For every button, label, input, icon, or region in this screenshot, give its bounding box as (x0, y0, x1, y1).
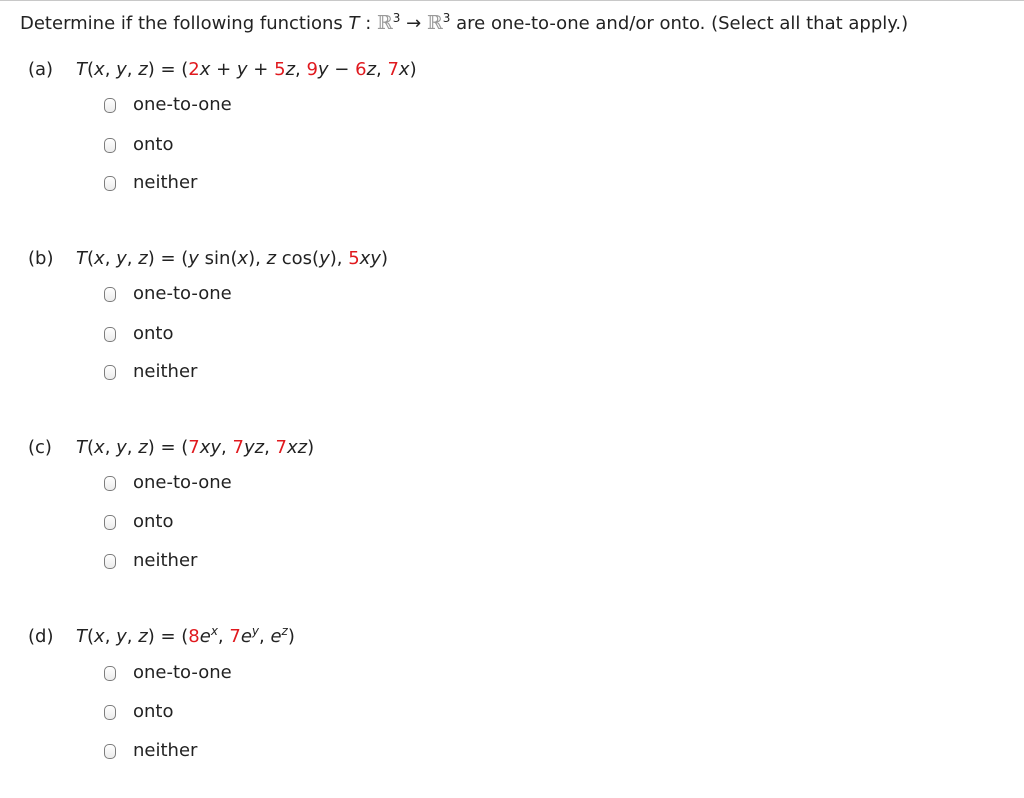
checkbox[interactable] (104, 327, 116, 342)
part-b-function: (b) T(x, y, z) = (y sin(x), z cos(y), 5xy) (28, 248, 388, 269)
codomain-set-symbol: ℝ (426, 12, 443, 34)
question-prompt (20, 11, 908, 36)
domain-exponent: 3 (392, 11, 401, 25)
checkbox[interactable] (104, 98, 116, 113)
option-label: onto (133, 701, 174, 722)
part-b-option-onto[interactable] (104, 322, 174, 346)
prompt-text-end: are one-to-one and/or onto. (Select all that apply.) (450, 13, 909, 34)
part-c-function: (c) T(x, y, z) = (7xy, 7yz, 7xz) (28, 437, 315, 458)
part-d-label: (d) (28, 626, 54, 647)
checkbox[interactable] (104, 365, 116, 380)
checkbox[interactable] (104, 744, 116, 759)
part-a-label: (a) (28, 59, 54, 80)
domain-set-symbol: ℝ (377, 12, 393, 34)
checkbox[interactable] (104, 554, 116, 569)
part-a-function: (a) T(x, y, z) = (2x + y + 5z, 9y − 6z, 7x) (28, 59, 417, 80)
coefficient: 7 (229, 626, 241, 647)
checkbox[interactable] (104, 705, 116, 720)
coefficient: 9 (306, 59, 318, 80)
option-label: onto (133, 511, 174, 532)
part-c-option-neither[interactable] (104, 549, 197, 573)
part-c-option-one-to-one[interactable] (104, 471, 232, 495)
coefficient: 6 (355, 59, 367, 80)
option-label: one-to-one (133, 94, 232, 115)
option-label: onto (133, 323, 174, 344)
part-d-option-one-to-one[interactable] (104, 661, 232, 685)
option-label: neither (133, 740, 198, 761)
checkbox[interactable] (104, 666, 116, 681)
option-label: one-to-one (133, 283, 232, 304)
part-b (0, 247, 1024, 417)
option-label: neither (133, 172, 198, 193)
coefficient: 7 (232, 437, 244, 458)
part-a-option-onto[interactable] (104, 133, 174, 157)
checkbox[interactable] (104, 138, 116, 153)
coefficient: 7 (275, 437, 287, 458)
option-label: neither (133, 550, 198, 571)
part-c-label: (c) (28, 437, 52, 458)
option-label: neither (133, 361, 198, 382)
part-b-option-one-to-one[interactable] (104, 282, 232, 306)
codomain-exponent: 3 (442, 11, 451, 25)
checkbox[interactable] (104, 176, 116, 191)
coefficient: 5 (348, 248, 360, 269)
option-label: onto (133, 134, 174, 155)
coefficient: 2 (188, 59, 200, 80)
part-c-option-onto[interactable] (104, 510, 174, 534)
coefficient: 7 (188, 437, 200, 458)
part-a (0, 58, 1024, 228)
part-b-option-neither[interactable] (104, 360, 197, 384)
part-c (0, 436, 1024, 606)
map-arrow: → (400, 13, 427, 34)
checkbox[interactable] (104, 287, 116, 302)
top-divider (0, 0, 1024, 1)
part-d-option-neither[interactable] (104, 739, 197, 763)
part-a-option-neither[interactable] (104, 171, 197, 195)
part-d-option-onto[interactable] (104, 700, 174, 724)
option-label: one-to-one (133, 662, 232, 683)
coefficient: 8 (188, 626, 200, 647)
part-a-option-one-to-one[interactable] (104, 93, 232, 117)
map-variable: T (348, 13, 360, 34)
map-colon: : (359, 13, 377, 34)
option-label: one-to-one (133, 472, 232, 493)
prompt-text-start: Determine if the following functions (20, 13, 349, 34)
part-b-label: (b) (28, 248, 54, 269)
checkbox[interactable] (104, 476, 116, 491)
checkbox[interactable] (104, 515, 116, 530)
coefficient: 5 (274, 59, 286, 80)
part-d (0, 625, 1024, 795)
coefficient: 7 (387, 59, 399, 80)
part-d-function: (d) T(x, y, $z) = (8e^x$, $7e^y$, $e^z$) (28, 624, 295, 647)
